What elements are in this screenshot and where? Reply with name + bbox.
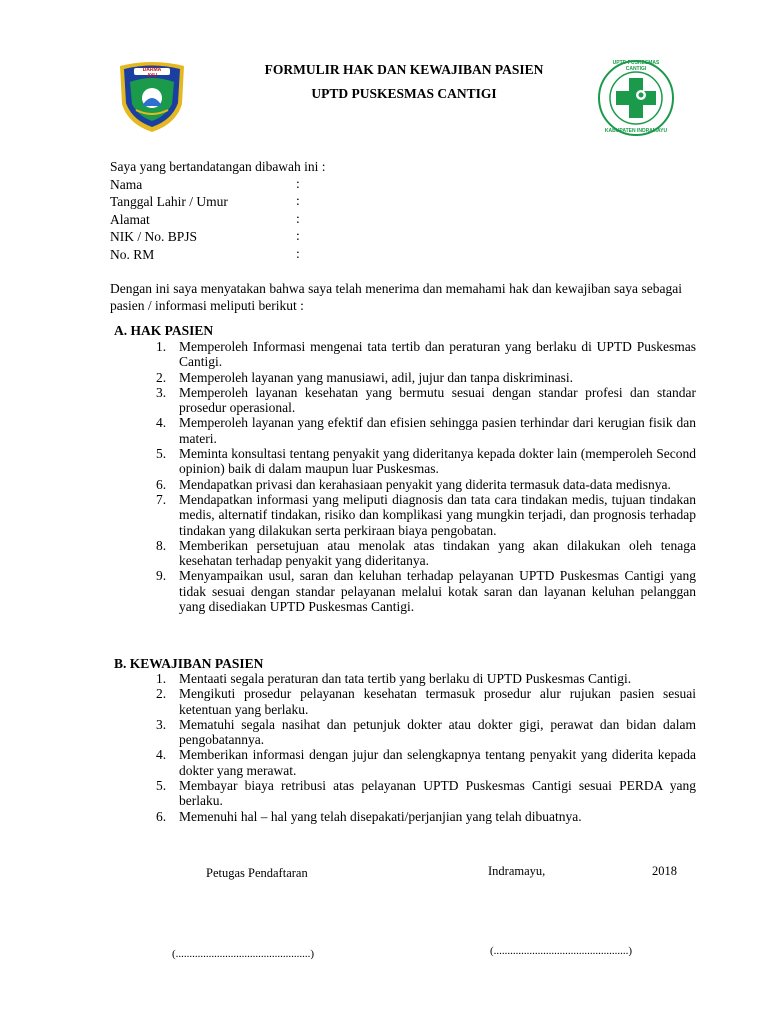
item-number: 5. — [156, 446, 167, 462]
item-number: 2. — [156, 686, 167, 702]
item-number: 6. — [156, 476, 167, 492]
field-label-no-rm: No. RM — [110, 247, 155, 262]
list-item — [150, 778, 696, 809]
logo-ring-bottom-text: KABUPATEN INDRAMAYU — [604, 128, 668, 134]
list-item — [150, 446, 696, 477]
item-text: Membayar biaya retribusi atas pelayanan UPTD Puskesmas Cantigi sesuai PERDA yang berlaku. — [179, 778, 696, 809]
item-number: 5. — [156, 778, 167, 794]
list-item — [150, 671, 696, 686]
list-item — [150, 568, 696, 614]
list-item — [150, 717, 696, 748]
list-item — [150, 477, 696, 492]
item-text: Memperoleh Informasi mengenai tata tertib dan peraturan yang berlaku di UPTD Puskesmas Cantigi. — [179, 339, 696, 370]
field-label-alamat: Alamat — [110, 212, 150, 227]
section-a-heading: A. HAK PASIEN — [114, 323, 214, 338]
field-separator: : — [296, 228, 300, 243]
item-text: Menyampaikan usul, saran dan keluhan terhadap pelayanan UPTD Puskesmas Cantigi yang tidak sesuai dengan standar pelayanan melalui kotak saran dan layanan keluhan pelanggan yang disediakan UPTD Puskesmas Cantigi. — [179, 568, 696, 615]
item-text: Memperoleh layanan yang manusiawi, adil, jujur dan tanpa diskriminasi. — [179, 369, 574, 385]
field-separator: : — [296, 246, 300, 261]
identity-intro: Saya yang bertandatangan dibawah ini : — [110, 159, 326, 174]
kewajiban-pasien-list — [150, 671, 696, 824]
item-number: 4. — [156, 415, 167, 431]
list-item — [150, 538, 696, 569]
item-number: 8. — [156, 537, 167, 553]
form-title: FORMULIR HAK DAN KEWAJIBAN PASIEN — [264, 62, 544, 77]
item-number: 3. — [156, 716, 167, 732]
field-separator: : — [296, 211, 300, 226]
statement-paragraph: Dengan ini saya menyatakan bahwa saya telah menerima dan memahami hak dan kewajiban saya sebagai pasien / informasi meliputi berikut : — [110, 281, 682, 313]
list-item — [150, 415, 696, 446]
logo-banner-text: DARMA AYU — [142, 67, 162, 79]
list-item — [150, 339, 696, 370]
item-text: Memberikan persetujuan atau menolak atas tindakan yang akan dilakukan oleh tenaga kesehatan terhadap penyakit yang dideritanya. — [179, 537, 696, 569]
signature-line-right: (.................................................) — [490, 945, 633, 957]
list-item — [150, 492, 696, 538]
item-text: Mendapatkan privasi dan kerahasiaan penyakit yang diderita termasuk data-data medisnya. — [179, 476, 671, 492]
item-text: Meminta konsultasi tentang penyakit yang dideritanya kepada dokter lain (memperoleh Second opinion) baik di dalam maupun luar Puskesmas. — [179, 446, 696, 477]
list-item — [150, 385, 696, 416]
signature-place: Indramayu, — [488, 864, 546, 878]
item-text: Mentaati segala peraturan dan tata tertib yang berlaku di UPTD Puskesmas Cantigi. — [179, 671, 632, 686]
item-text: Memenuhi hal – hal yang telah disepakati/perjanjian yang telah dibuatnya. — [179, 808, 582, 824]
item-number: 1. — [156, 339, 167, 354]
list-item — [150, 686, 696, 717]
item-text: Mendapatkan informasi yang meliputi diagnosis dan tata cara tindakan medis, tujuan tindakan medis, alternatif tindakan, risiko dan komplikasi yang mungkin terjadi, dan prognosis terhadap tindakan yang dilakukan serta perkiraan biaya pengobatan. — [179, 491, 696, 538]
item-number: 2. — [156, 369, 167, 385]
field-label-nik-bpjs: NIK / No. BPJS — [110, 229, 198, 244]
item-text: Mengikuti prosedur pelayanan kesehatan termasuk prosedur alur rujukan pasien sesuai ketentuan yang berlaku. — [179, 686, 696, 717]
field-separator: : — [296, 193, 300, 208]
field-separator: : — [296, 176, 300, 191]
item-text: Memperoleh layanan kesehatan yang bermutu sesuai dengan standar profesi dan standar prosedur operasional. — [179, 384, 696, 416]
item-number: 3. — [156, 384, 167, 400]
item-text: Memperoleh layanan yang efektif dan efisien sehingga pasien terhindar dari kerugian fisik dan materi. — [179, 415, 696, 446]
item-number: 9. — [156, 568, 167, 584]
item-number: 1. — [156, 671, 167, 686]
item-text: Memberikan informasi dengan jujur dan selengkapnya tentang penyakit yang diderita kepada dokter yang merawat. — [179, 747, 696, 778]
signature-line-left: (.................................................) — [172, 948, 315, 960]
logo-ring-top-text: UPTD PUSKESMAS CANTIGI — [612, 60, 660, 72]
item-number: 4. — [156, 747, 167, 763]
list-item — [150, 809, 696, 824]
signature-left-label: Petugas Pendaftaran — [206, 866, 308, 880]
field-label-nama: Nama — [110, 177, 143, 192]
item-number: 6. — [156, 808, 167, 824]
list-item — [150, 747, 696, 778]
item-number: 7. — [156, 491, 167, 507]
hak-pasien-list — [150, 339, 696, 614]
item-text: Mematuhi segala nasihat dan petunjuk dokter atau dokter gigi, perawat dan bidan dalam pengobatannya. — [179, 716, 696, 748]
form-subtitle: UPTD PUSKESMAS CANTIGI — [311, 86, 497, 101]
section-b-heading: B. KEWAJIBAN PASIEN — [114, 656, 264, 671]
field-label-tanggal-lahir: Tanggal Lahir / Umur — [110, 194, 228, 209]
list-item — [150, 370, 696, 385]
signature-year: 2018 — [652, 864, 677, 878]
